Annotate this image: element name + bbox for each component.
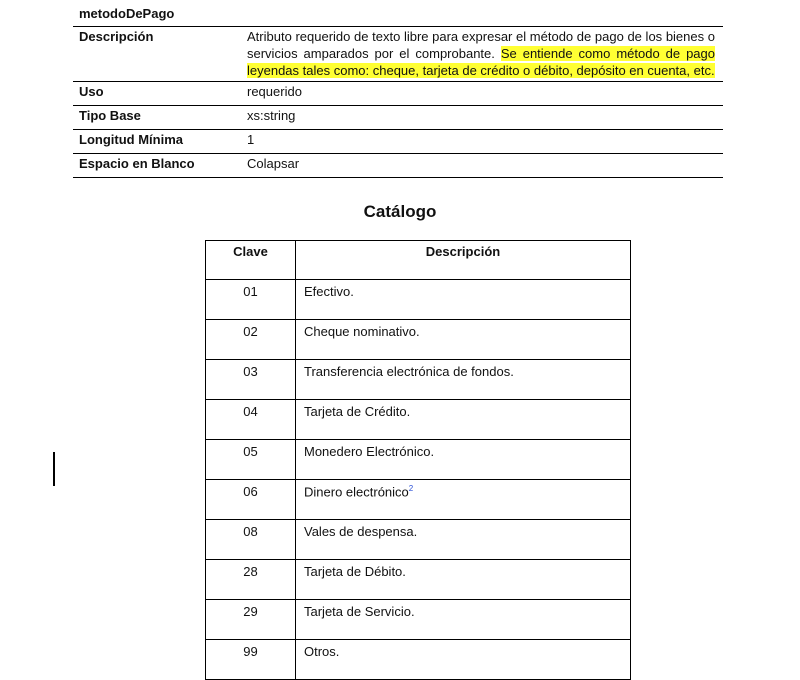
- descripcion-cell: Efectivo.: [296, 280, 631, 320]
- attribute-key: Uso: [73, 82, 241, 106]
- table-row: [206, 320, 631, 360]
- text-cursor: [53, 452, 55, 486]
- attribute-value: 1: [241, 130, 723, 154]
- attribute-row-espacio-en-blanco: [73, 154, 723, 178]
- table-row: [206, 360, 631, 400]
- attribute-description: [241, 27, 723, 82]
- descripcion-cell: Vales de despensa.: [296, 520, 631, 560]
- descripcion-text: Dinero electrónico: [304, 484, 409, 500]
- table-row: [206, 640, 631, 680]
- attribute-table: [73, 2, 723, 178]
- catalog-table: [205, 240, 631, 680]
- table-row: [206, 560, 631, 600]
- clave-cell: 06: [206, 480, 296, 520]
- descripcion-cell: Transferencia electrónica de fondos.: [296, 360, 631, 400]
- attribute-row-tipo-base: [73, 106, 723, 130]
- attribute-row-descripcion: [73, 27, 723, 82]
- attribute-title-row: [73, 2, 723, 27]
- clave-cell: 01: [206, 280, 296, 320]
- catalog-title: Catálogo: [363, 202, 437, 221]
- clave-cell: 04: [206, 400, 296, 440]
- clave-cell: 02: [206, 320, 296, 360]
- table-row: [206, 600, 631, 640]
- descripcion-cell: [296, 480, 631, 520]
- attribute-row-longitud-minima: [73, 130, 723, 154]
- attribute-key: Longitud Mínima: [73, 130, 241, 154]
- descripcion-cell: Tarjeta de Débito.: [296, 560, 631, 600]
- table-row: [206, 440, 631, 480]
- attribute-key: Tipo Base: [73, 106, 241, 130]
- descripcion-cell: Monedero Electrónico.: [296, 440, 631, 480]
- description-highlighted-text: Se entiende como método de pago leyendas tales como: cheque, tarjeta de crédito o débito, depósito en cuenta, etc.: [247, 46, 715, 78]
- description-plain-text: Atributo requerido de texto libre para expresar el método de pago de los bienes o servicios amparados por el comprobante.: [247, 29, 715, 61]
- clave-cell: 99: [206, 640, 296, 680]
- clave-cell: 08: [206, 520, 296, 560]
- table-row: [206, 520, 631, 560]
- attribute-name: metodoDePago: [73, 2, 723, 27]
- attribute-value: xs:string: [241, 106, 723, 130]
- descripcion-cell: Tarjeta de Servicio.: [296, 600, 631, 640]
- attribute-key: Descripción: [73, 27, 241, 82]
- clave-cell: 03: [206, 360, 296, 400]
- table-row: [206, 280, 631, 320]
- clave-cell: 28: [206, 560, 296, 600]
- descripcion-cell: Cheque nominativo.: [296, 320, 631, 360]
- clave-cell: 29: [206, 600, 296, 640]
- attribute-row-uso: [73, 82, 723, 106]
- catalog-header-row: [206, 241, 631, 280]
- descripcion-cell: Otros.: [296, 640, 631, 680]
- footnote-link[interactable]: 2: [408, 484, 414, 493]
- header-descripcion: Descripción: [296, 241, 631, 280]
- table-row: [206, 480, 631, 520]
- table-row: [206, 400, 631, 440]
- header-clave: Clave: [206, 241, 296, 280]
- attribute-key: Espacio en Blanco: [73, 154, 241, 178]
- descripcion-cell: Tarjeta de Crédito.: [296, 400, 631, 440]
- attribute-value: Colapsar: [241, 154, 723, 178]
- clave-cell: 05: [206, 440, 296, 480]
- attribute-value: requerido: [241, 82, 723, 106]
